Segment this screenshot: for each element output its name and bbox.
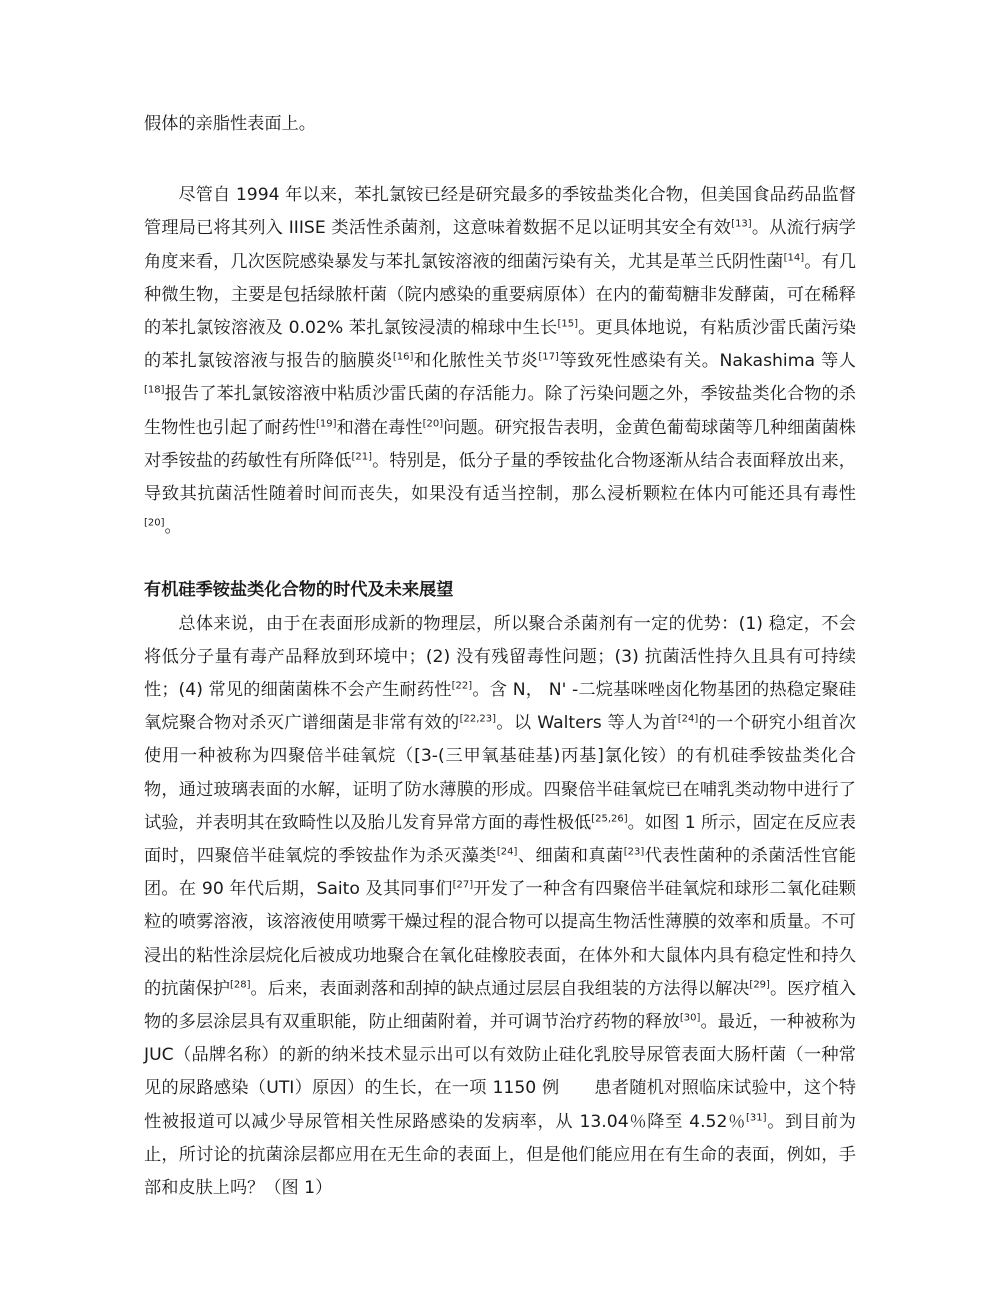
text-run: 和化脓性关节炎	[413, 351, 539, 372]
citation-ref: [23]	[623, 846, 645, 858]
citation-ref: [28]	[230, 979, 251, 991]
text-run: 。如图 1 所示，固定在反应表面时，四聚倍半硅氧烷的季铵盐作为杀灭藻类	[144, 812, 856, 867]
citation-ref: [19]	[316, 417, 337, 429]
text-run: 。含 N， N' -二烷基咪唑卤化物基团的热稳定聚硅氧烷聚合物对杀灭广谱细菌是非常有效的	[144, 680, 856, 734]
citation-ref: [20]	[422, 417, 444, 429]
text-run: 。医疗植入物的多层涂层具有双重职能，防止细菌附着，并可调节治疗药物的释放	[144, 978, 856, 1033]
text-run: 。以 Walters 等人为首	[496, 713, 678, 734]
text-run: 开发了一种含有四聚倍半硅氧烷和球形二氧化硅颗粒的喷雾溶液，该溶液使用喷雾干燥过程的混合物可以提高生物活性薄膜的效率和质量。不可浸出的粘性涂层烷化后被成功地聚合在氧化硅橡胶表面，在体外和大鼠体内具有稳定性和持久的抗菌保护	[144, 879, 856, 999]
citation-ref: [22,23]	[459, 713, 496, 725]
text-run: 等致死性感染有关。Nakashima 等人	[558, 351, 856, 372]
text-run: 。特别是，低分子量的季铵盐化合物逐渐从结合表面释放出来，导致其抗菌活性随着时间而丧失，如果没有适当控制，那么浸析颗粒在体内可能还具有毒性	[144, 450, 856, 505]
text-run: 尽管自 1994 年以来，苯扎氯铵已经是研究最多的季铵盐类化合物，但美国食品药品监督管理局已将其列入 IIISE 类活性杀菌剂，这意味着数据不足以证明其安全有效	[144, 185, 856, 239]
citation-ref: [14]	[783, 251, 805, 263]
text-run: 、细菌和真菌	[517, 846, 624, 867]
citation-ref: [30]	[679, 1012, 701, 1024]
citation-ref: [24]	[496, 846, 518, 858]
text-run: 和潜在毒性	[336, 417, 423, 438]
citation-ref: [25,26]	[591, 813, 628, 825]
citation-ref: [29]	[749, 979, 770, 991]
text-run: 。有几种微生物，主要是包括绿脓杆菌（院内感染的重要病原体）在内的葡萄糖非发酵菌，可在稀释的苯扎氯铵溶液及 0.02% 苯扎氯铵浸渍的棉球中生长	[144, 251, 856, 339]
citation-ref: [16]	[392, 351, 414, 363]
citation-ref: [18]	[144, 384, 165, 396]
citation-ref: [27]	[452, 879, 474, 891]
text-run: 代表性菌种的杀菌活性官能团。在 90 年代后期，Saito 及其同事们	[144, 846, 856, 900]
section-heading: 有机硅季铵盐类化合物的时代及未来展望	[144, 580, 454, 601]
paragraph-benzalkonium	[144, 179, 856, 544]
citation-ref: [24]	[677, 713, 699, 725]
citation-ref: [20]	[144, 517, 165, 529]
text-run: 。最近，一种被称为 JUC（品牌名称）的新的纳米技术显示出可以有效防止硅化乳胶导尿管表面大肠杆菌（一种常见的尿路感染（UTI）原因）的生长，在一项 1150 例 患者随机对照临床试验中，这个特性被报道可以减少导尿管相关性尿路感染的发病率，从 13.04％降至 4.52％	[144, 1012, 856, 1132]
text-run: 。从流行病学角度来看，几次医院感染暴发与苯扎氯铵溶液的细菌污染有关，尤其是革兰氏阴性菌	[144, 218, 856, 272]
document-page	[144, 108, 856, 1205]
citation-ref: [31]	[746, 1111, 767, 1123]
citation-ref: [15]	[557, 318, 578, 330]
paragraph-organosilicon	[144, 608, 856, 1206]
citation-ref: [17]	[538, 351, 559, 363]
text-run: 总体来说，由于在表面形成新的物理层，所以聚合杀菌剂有一定的优势：(1) 稳定，不会将低分子量有毒产品释放到环境中；(2) 没有残留毒性问题；(3) 抗菌活性持久且具有可持续性；(4) 常见的细菌菌株不会产生耐药性	[144, 613, 856, 701]
text-run: 。更具体地说，有粘质沙雷氏菌污染的苯扎氯铵溶液与报告的脑膜炎	[144, 318, 856, 372]
text-run: 。	[164, 517, 182, 538]
text-run: 。到目前为止，所讨论的抗菌涂层都应用在无生命的表面上，但是他们能应用在有生命的表面，例如，手部和皮肤上吗？（图 1）	[144, 1111, 856, 1199]
text-run: 。后来，表面剥落和刮掉的缺点通过层层自我组装的方法得以解决	[250, 978, 750, 999]
text-run: 问题。研究报告表明，金黄色葡萄球菌等几种细菌菌株对季铵盐的药敏性有所降低	[144, 417, 856, 471]
paragraph-intro: 假体的亲脂性表面上。	[144, 114, 316, 134]
text-run: 的一个研究小组首次使用一种被称为四聚倍半硅氧烷（[3-(三甲氧基硅基)丙基]氯化铵）的有机硅季铵盐类化合物，通过玻璃表面的水解，证明了防水薄膜的形成。四聚倍半硅氧烷已在哺乳类动物中进行了试验，并表明其在致畸性以及胎儿发育异常方面的毒性极低	[144, 713, 856, 833]
citation-ref: [22]	[451, 680, 473, 692]
citation-ref: [13]	[731, 218, 752, 230]
text-run: 报告了苯扎氯铵溶液中粘质沙雷氏菌的存活能力。除了污染问题之外，季铵盐类化合物的杀生物性也引起了耐药性	[144, 384, 856, 438]
citation-ref: [21]	[351, 451, 372, 463]
